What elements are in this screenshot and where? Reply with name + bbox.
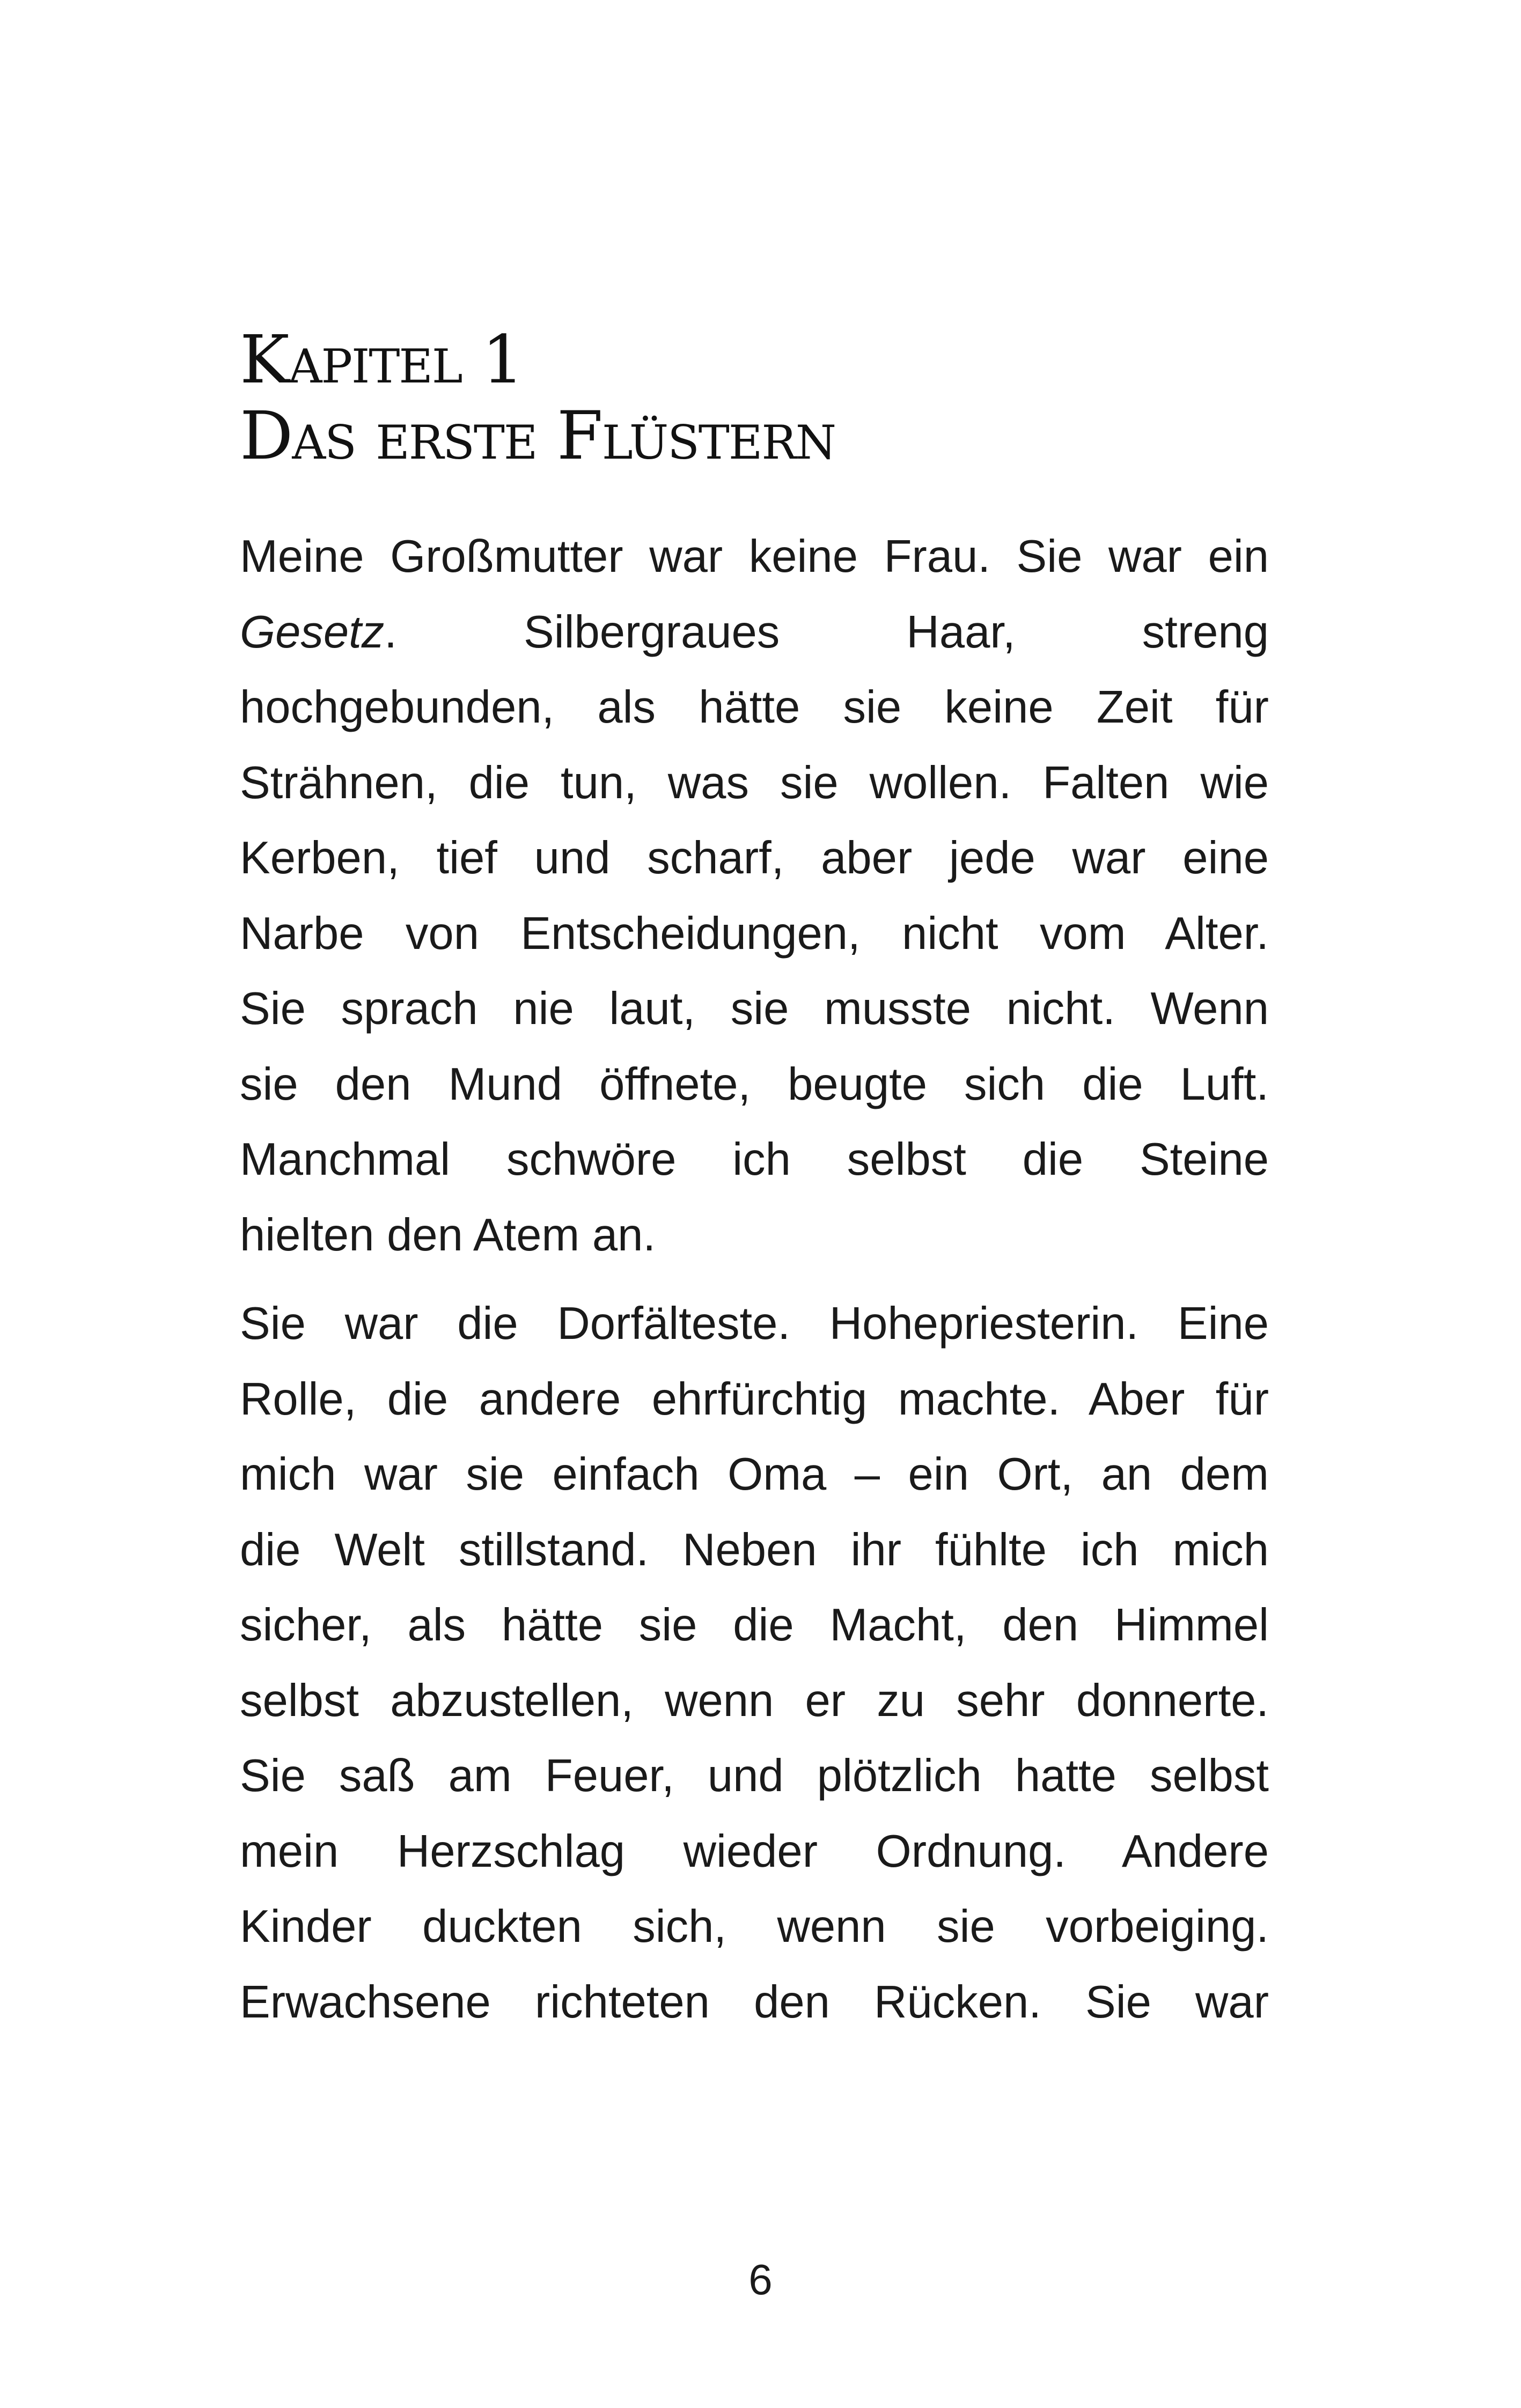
- chapter-number: Kapitel 1: [240, 321, 523, 399]
- paragraph-1: [240, 519, 1269, 1273]
- chapter-heading: [240, 322, 1286, 474]
- text-line: Meine Großmutter war keine Frau. Sie war ein: [240, 531, 1269, 582]
- text-line: Kerben, tief und scharf, aber jede war eine: [240, 833, 1269, 883]
- emphasis-word: Gesetz: [240, 606, 385, 658]
- text-line: Rolle, die andere ehrfürchtig machte. Aber für: [240, 1373, 1269, 1425]
- text-line: [240, 595, 1269, 671]
- text-line: hielten den Atem an.: [240, 1209, 656, 1261]
- paragraph-2: [240, 1286, 1269, 2040]
- text-line: mich war sie einfach Oma – ein Ort, an dem: [240, 1449, 1269, 1500]
- text-line: mein Herzschlag wieder Ordnung. Andere: [240, 1825, 1269, 1877]
- text-line: Sie sprach nie laut, sie musste nicht. Wenn: [240, 983, 1269, 1034]
- text-line: Erwachsene richteten den Rücken. Sie war: [240, 1976, 1269, 2028]
- page-number: 6: [748, 2256, 773, 2303]
- text-line: Sie saß am Feuer, und plötzlich hatte selbst: [240, 1750, 1269, 1801]
- text-line: Sie war die Dorfälteste. Hohepriesterin. Eine: [240, 1298, 1269, 1349]
- text-line: Narbe von Entscheidungen, nicht vom Alter.: [240, 908, 1269, 959]
- text-line: Strähnen, die tun, was sie wollen. Falten wie: [240, 757, 1269, 808]
- text-line: die Welt stillstand. Neben ihr fühlte ich mich: [240, 1524, 1269, 1575]
- chapter-title: Das erste Flüstern: [240, 397, 835, 475]
- text-line: selbst abzustellen, wenn er zu sehr donnerte.: [240, 1675, 1269, 1726]
- text-line: Kinder duckten sich, wenn sie vorbeiging.: [240, 1901, 1269, 1952]
- text-line-rest: . Silbergraues Haar, streng: [384, 606, 1269, 658]
- text-line: Manchmal schwöre ich selbst die Steine: [240, 1134, 1269, 1185]
- text-line: hochgebunden, als hätte sie keine Zeit für: [240, 682, 1269, 733]
- body-text: [240, 519, 1269, 2053]
- text-line: sicher, als hätte sie die Macht, den Himmel: [240, 1600, 1269, 1651]
- text-line: sie den Mund öffnete, beugte sich die Luft.: [240, 1058, 1269, 1110]
